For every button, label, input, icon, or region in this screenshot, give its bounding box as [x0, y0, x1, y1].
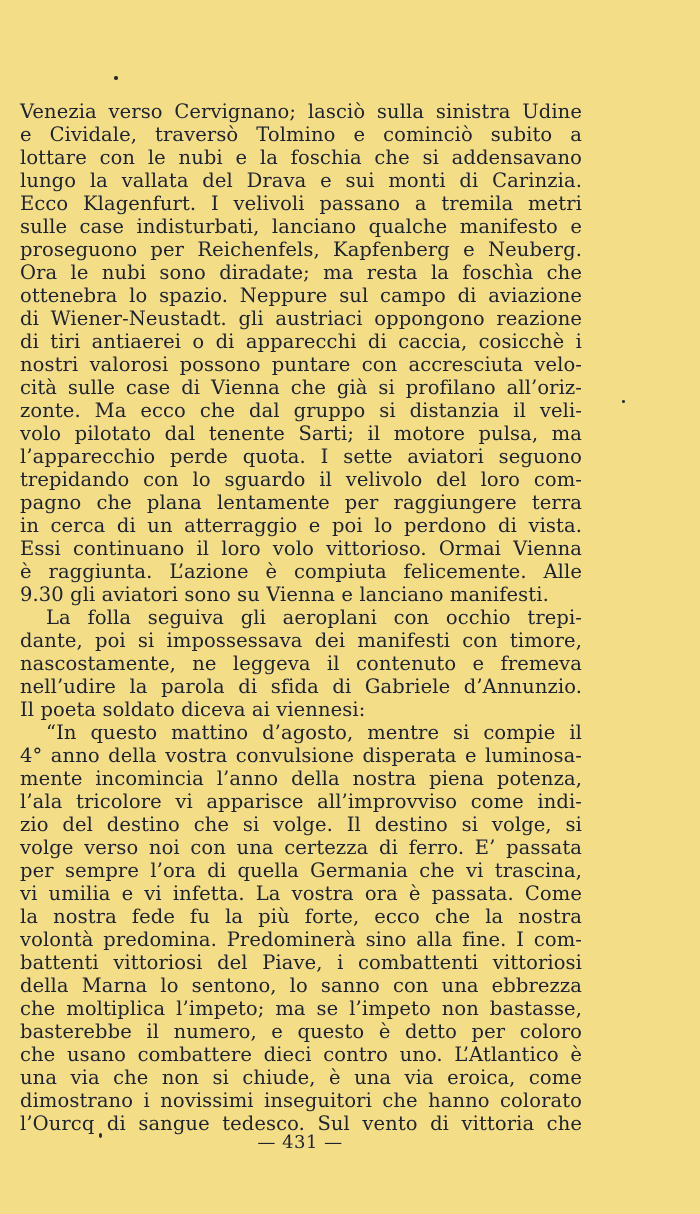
text-line: lottare con le nubi e la foschia che si addensavano: [20, 146, 582, 169]
text-line: 9.30 gli aviatori sono su Vienna e lanciano manifesti.: [20, 583, 549, 606]
text-line: trepidando con lo sguardo il velivolo del loro com-: [20, 468, 582, 491]
text-line: di tiri antiaerei o di apparecchi di caccia, cosicchè i: [20, 330, 582, 353]
text-line: basterebbe il numero, e questo è detto per coloro: [20, 1020, 582, 1043]
text-line: mente incomincia l’anno della nostra piena potenza,: [20, 767, 582, 790]
text-line: volo pilotato dal tenente Sarti; il motore pulsa, ma: [20, 422, 582, 445]
text-line: volontà predomina. Predominerà sino alla fine. I com-: [20, 928, 582, 951]
text-line: ottenebra lo spazio. Neppure sul campo di aviazione: [20, 284, 582, 307]
text-line: zio del destino che si volge. Il destino si volge, si: [20, 813, 582, 836]
text-line: “In questo mattino d’agosto, mentre si compie il: [46, 721, 582, 744]
text-line: sulle case indisturbati, lanciano qualche manifesto e: [20, 215, 582, 238]
text-line: è raggiunta. L’azione è compiuta felicemente. Alle: [20, 560, 582, 583]
text-line: cità sulle case di Vienna che già si profilano all’oriz-: [20, 376, 582, 399]
text-line: Essi continuano il loro volo vittorioso. Ormai Vienna: [20, 537, 582, 560]
text-line: la nostra fede fu la più forte, ecco che la nostra: [20, 905, 582, 928]
ink-speck-right: [622, 400, 625, 403]
text-line: 4° anno della vostra convulsione disperata e luminosa-: [20, 744, 582, 767]
text-line: che moltiplica l’impeto; ma se l’impeto non bastasse,: [20, 997, 582, 1020]
text-line: in cerca di un atterraggio e poi lo perdono di vista.: [20, 514, 582, 537]
text-line: Il poeta soldato diceva ai viennesi:: [20, 698, 366, 721]
text-line: lungo la vallata del Drava e sui monti di Carinzia.: [20, 169, 582, 192]
text-line: nostri valorosi possono puntare con accresciuta velo-: [20, 353, 582, 376]
text-line: battenti vittoriosi del Piave, i combattenti vittoriosi: [20, 951, 582, 974]
body-text: [20, 100, 582, 1135]
text-line: Venezia verso Cervignano; lasciò sulla sinistra Udine: [20, 100, 582, 123]
text-line: nascostamente, ne leggeva il contenuto e fremeva: [20, 652, 582, 675]
text-line: l’apparecchio perde quota. I sette aviatori seguono: [20, 445, 582, 468]
text-line: La folla seguiva gli aeroplani con occhio trepi-: [46, 606, 582, 629]
text-line: volge verso noi con una certezza di ferro. E’ passata: [20, 836, 582, 859]
text-line: Ecco Klagenfurt. I velivoli passano a tremila metri: [20, 192, 582, 215]
text-line: vi umilia e vi infetta. La vostra ora è passata. Come: [20, 882, 582, 905]
text-line: l’Ourcq di sangue tedesco. Sul vento di vittoria che: [20, 1112, 582, 1135]
page-number: — 431 —: [257, 1132, 343, 1153]
text-line: proseguono per Reichenfels, Kapfenberg e Neuberg.: [20, 238, 582, 261]
text-line: di Wiener-Neustadt. gli austriaci oppongono reazione: [20, 307, 582, 330]
text-line: della Marna lo sentono, lo sanno con una ebbrezza: [20, 974, 582, 997]
text-line: pagno che plana lentamente per raggiungere terra: [20, 491, 582, 514]
text-line: dante, poi si impossessava dei manifesti con timore,: [20, 629, 582, 652]
ink-speck-top: [114, 76, 118, 80]
text-line: nell’udire la parola di sfida di Gabriele d’Annunzio.: [20, 675, 582, 698]
text-line: l’ala tricolore vi apparisce all’improvviso come indi-: [20, 790, 582, 813]
text-line: dimostrano i novissimi inseguitori che hanno colorato: [20, 1089, 582, 1112]
text-line: e Cividale, traversò Tolmino e cominciò subito a: [20, 123, 582, 146]
text-line: che usano combattere dieci contro uno. L’Atlantico è: [20, 1043, 582, 1066]
text-line: zonte. Ma ecco che dal gruppo si distanzia il veli-: [20, 399, 582, 422]
text-line: per sempre l’ora di quella Germania che vi trascina,: [20, 859, 582, 882]
text-line: Ora le nubi sono diradate; ma resta la foschìa che: [20, 261, 582, 284]
text-line: una via che non si chiude, è una via eroica, come: [20, 1066, 582, 1089]
